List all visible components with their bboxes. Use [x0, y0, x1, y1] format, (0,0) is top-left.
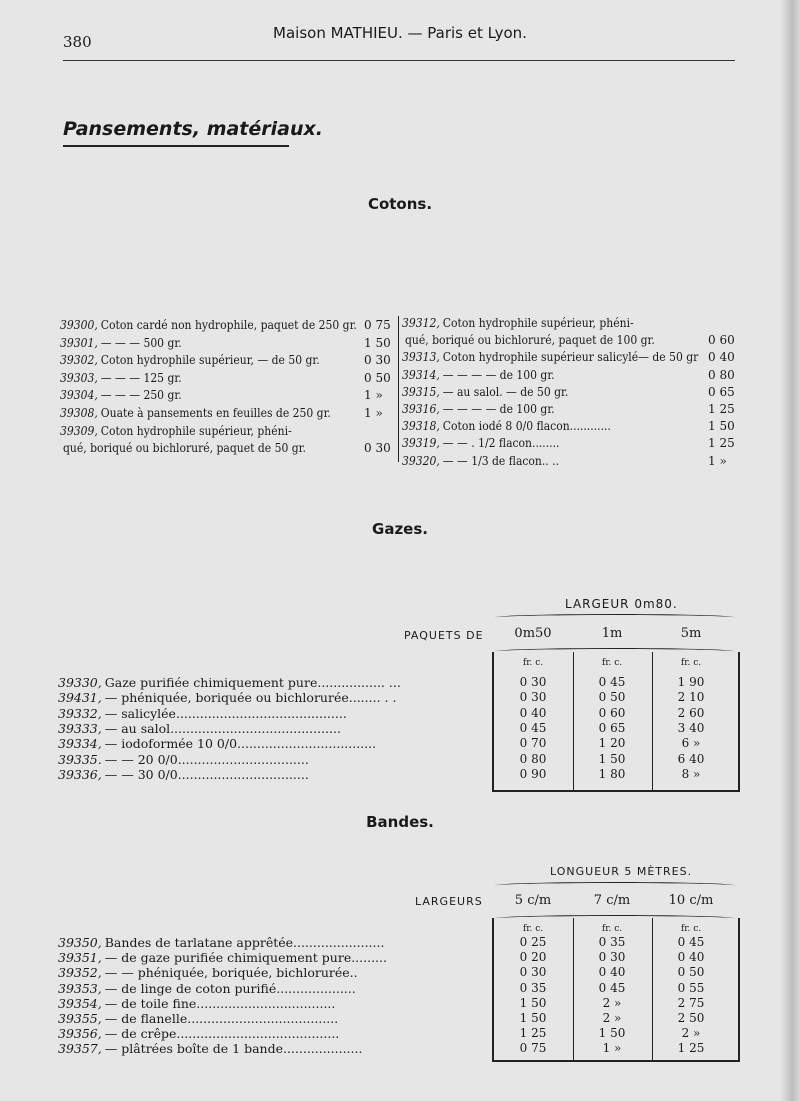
coton-description: Coton hydrophile supérieur, — de 50 gr.	[100, 353, 320, 368]
coton-row	[402, 436, 702, 450]
coton-code: 39304,	[60, 388, 98, 403]
coton-description: Coton hydrophile supérieur salicylé— de 50 gr	[442, 350, 699, 365]
coton-description: Ouate à pansements en feuilles de 250 gr.	[100, 406, 331, 420]
coton-row	[60, 336, 360, 350]
coton-row	[402, 368, 702, 382]
item-row	[58, 981, 478, 996]
price-cell: 2 50	[677, 1011, 705, 1025]
coton-price: 0 50	[364, 370, 391, 385]
item-row	[58, 1041, 478, 1056]
unit-label: fr. c.	[601, 924, 623, 934]
coton-price: 1 »	[364, 388, 383, 403]
coton-code: 39312,	[402, 316, 440, 330]
item-description: — de crêpe.........................................	[104, 1026, 340, 1042]
item-code: 39330,	[58, 675, 102, 690]
running-head: Maison MATHIEU. — Paris et Lyon.	[273, 24, 527, 42]
coton-description: — au salol. — de 50 gr.	[442, 384, 569, 399]
item-code: 39336,	[58, 766, 102, 782]
price-cell: 1 50	[519, 995, 547, 1010]
item-row	[58, 950, 478, 965]
item-code: 39431,	[58, 690, 102, 706]
coton-price: 1 25	[708, 402, 735, 416]
price-cell: 1 25	[519, 1026, 547, 1041]
gazes-brace	[495, 614, 735, 621]
item-row	[58, 1011, 478, 1026]
item-row	[58, 1026, 478, 1041]
price-cell: 0 75	[519, 1041, 547, 1056]
price-cell: 1 50	[519, 1011, 547, 1025]
column-separator	[573, 918, 574, 1060]
coton-description: Coton hydrophile supérieur, phéni-	[100, 423, 292, 438]
price-cell: 0 35	[598, 935, 626, 949]
coton-price: 1 »	[708, 453, 727, 468]
item-row	[58, 965, 478, 980]
item-code: 39354,	[58, 995, 102, 1011]
item-description: — iodoformée 10 0/0...................................	[104, 736, 377, 752]
coton-description: qué, boriqué ou bichloruré, paquet de 50 gr.	[63, 441, 306, 456]
coton-description: qué, boriqué ou bichloruré, paquet de 100 gr.	[405, 333, 655, 348]
coton-code: 39316,	[402, 402, 440, 416]
price-cell: 0 60	[598, 705, 626, 720]
coton-description: — — — 250 gr.	[100, 388, 182, 403]
coton-price: 0 30	[364, 353, 391, 368]
price-cell: 0 20	[519, 950, 547, 965]
item-code: 39352,	[58, 965, 102, 981]
bandes-heading: Bandes.	[366, 813, 434, 831]
item-row	[58, 690, 478, 705]
coton-code: 39303,	[60, 370, 98, 385]
coton-row	[60, 388, 360, 402]
gazes-heading: Gazes.	[372, 520, 428, 538]
section-title-underline	[63, 145, 289, 147]
unit-label: fr. c.	[601, 658, 623, 668]
coton-code: 39302,	[60, 353, 98, 368]
coton-row	[402, 316, 702, 330]
coton-code: 39319,	[402, 436, 440, 451]
coton-row	[60, 353, 360, 367]
gazes-group-label: LARGEUR 0m80.	[565, 597, 678, 611]
coton-price: 0 30	[364, 441, 391, 456]
item-description: Gaze purifiée chimiquement pure................. ...	[104, 675, 401, 690]
coton-code: 39309,	[60, 423, 98, 438]
column-header: 10 c/m	[668, 893, 714, 908]
item-code: 39356,	[58, 1026, 102, 1042]
item-code: 39332,	[58, 705, 102, 721]
price-cell: 0 55	[677, 980, 705, 995]
price-cell: 2 »	[602, 995, 622, 1010]
price-cell: 1 90	[677, 675, 705, 689]
coton-row	[402, 333, 702, 347]
price-cell: 0 45	[519, 720, 547, 735]
column-separator	[652, 652, 653, 790]
item-description: — — 20 0/0.................................	[104, 751, 309, 767]
price-cell: 0 40	[598, 965, 626, 980]
item-description: — de toile fine...................................	[104, 995, 336, 1011]
price-cell: 0 25	[519, 935, 547, 949]
coton-price: 0 75	[364, 318, 391, 332]
price-cell: 0 30	[519, 965, 547, 980]
column-header: 0m50	[514, 626, 552, 641]
item-row	[58, 706, 478, 721]
coton-price: 0 65	[708, 384, 735, 399]
coton-row	[402, 402, 702, 416]
coton-row	[60, 424, 360, 438]
price-cell: 2 10	[677, 690, 705, 705]
item-description: — de gaze purifiée chimiquement pure.........	[104, 950, 387, 966]
price-cell: 0 65	[598, 720, 626, 735]
item-row	[58, 752, 478, 767]
item-description: — plâtrées boîte de 1 bande....................	[104, 1041, 363, 1057]
item-description: — de flanelle......................................	[104, 1011, 339, 1026]
bandes-group-label: LONGUEUR 5 MÈTRES.	[550, 865, 693, 878]
item-code: 39334,	[58, 736, 102, 752]
item-code: 39335.	[58, 751, 102, 767]
price-cell: 2 »	[681, 1026, 701, 1041]
price-cell: 0 50	[677, 965, 705, 980]
coton-code: 39301,	[60, 335, 98, 350]
coton-row	[402, 350, 702, 364]
price-cell: 2 75	[677, 995, 705, 1010]
price-cell: 0 30	[519, 690, 547, 705]
coton-description: — — . 1/2 flacon........	[442, 436, 560, 451]
coton-code: 39300,	[60, 318, 98, 332]
price-cell: 1 »	[602, 1041, 622, 1056]
item-row	[58, 767, 478, 782]
coton-code: 39320,	[402, 453, 440, 468]
coton-code: 39315,	[402, 384, 440, 399]
unit-label: fr. c.	[522, 658, 544, 668]
column-separator	[652, 918, 653, 1060]
item-code: 39350,	[58, 935, 102, 950]
coton-description: — — — — de 100 gr.	[442, 402, 555, 416]
item-row	[58, 721, 478, 736]
unit-label: fr. c.	[680, 924, 702, 934]
coton-row	[402, 385, 702, 399]
coton-row	[402, 454, 702, 468]
coton-description: — — — 125 gr.	[100, 370, 182, 385]
item-code: 39353,	[58, 980, 102, 996]
page-edge-shadow	[780, 0, 800, 1101]
section-title: Pansements, matériaux.	[63, 118, 323, 140]
coton-price: 1 50	[364, 335, 391, 350]
price-cell: 1 50	[598, 1026, 626, 1041]
column-header: 5 c/m	[514, 893, 552, 908]
coton-description: — — 1/3 de flacon.. ..	[442, 453, 560, 468]
coton-description: — — — 500 gr.	[100, 335, 182, 350]
item-description: — de linge de coton purifié....................	[104, 980, 356, 996]
item-row	[58, 935, 478, 950]
price-cell: 0 45	[598, 980, 626, 995]
price-cell: 6 »	[681, 736, 701, 751]
price-cell: 6 40	[677, 751, 705, 766]
price-cell: 0 40	[519, 705, 547, 720]
item-row	[58, 675, 478, 690]
price-cell: 0 30	[598, 950, 626, 965]
gazes-row-label: PAQUETS DE	[404, 629, 484, 642]
coton-price: 0 80	[708, 367, 735, 382]
coton-price: 1 25	[708, 436, 735, 451]
item-description: — phéniquée, boriquée ou bichlorurée........ . .	[104, 690, 397, 706]
coton-description: Coton iodé 8 0/0 flacon............	[442, 419, 611, 434]
bandes-brace	[495, 882, 735, 889]
item-description: — — phéniquée, boriquée, bichlorurée..	[104, 965, 358, 981]
price-cell: 0 45	[598, 675, 626, 689]
coton-row	[60, 441, 360, 455]
coton-row	[60, 371, 360, 385]
item-description: Bandes de tarlatane apprêtée.......................	[104, 935, 385, 950]
price-cell: 0 80	[519, 751, 547, 766]
cotons-heading: Cotons.	[367, 195, 433, 213]
cotons-column-divider	[398, 316, 399, 462]
price-cell: 0 45	[677, 935, 705, 949]
item-row	[58, 736, 478, 751]
coton-code: 39308,	[60, 406, 98, 420]
coton-price: 0 40	[708, 350, 735, 365]
item-row	[58, 996, 478, 1011]
price-cell: 0 50	[598, 690, 626, 705]
coton-price: 1 »	[364, 406, 383, 420]
price-cell: 1 80	[598, 766, 626, 781]
coton-code: 39314,	[402, 367, 440, 382]
price-cell: 0 35	[519, 980, 547, 995]
item-code: 39351,	[58, 950, 102, 966]
item-description: — au salol...........................................	[104, 720, 341, 736]
price-cell: 0 90	[519, 766, 547, 781]
coton-row	[402, 419, 702, 433]
item-code: 39355,	[58, 1011, 102, 1026]
price-cell: 2 »	[602, 1011, 622, 1025]
column-header: 7 c/m	[593, 893, 631, 908]
item-code: 39357,	[58, 1041, 102, 1057]
price-cell: 0 70	[519, 736, 547, 751]
item-description: — salicylée...........................................	[104, 705, 347, 721]
price-cell: 8 »	[681, 766, 701, 781]
price-cell: 1 50	[598, 751, 626, 766]
price-cell: 0 40	[677, 950, 705, 965]
coton-row	[60, 406, 360, 420]
price-cell: 1 20	[598, 736, 626, 751]
column-separator	[573, 652, 574, 790]
header-rule	[63, 60, 735, 61]
unit-label: fr. c.	[522, 924, 544, 934]
page-number: 380	[63, 33, 92, 51]
price-cell: 3 40	[677, 720, 705, 735]
column-header: 5m	[680, 626, 702, 641]
coton-description: — — — — de 100 gr.	[442, 367, 555, 382]
item-description: — — 30 0/0.................................	[104, 766, 309, 782]
coton-description: Coton cardé non hydrophile, paquet de 250 gr.	[100, 318, 357, 332]
price-cell: 1 25	[677, 1041, 705, 1056]
column-header: 1m	[601, 626, 623, 641]
price-cell: 0 30	[519, 675, 547, 689]
price-cell: 2 60	[677, 705, 705, 720]
item-code: 39333,	[58, 720, 102, 736]
coton-price: 1 50	[708, 419, 735, 434]
coton-code: 39313,	[402, 350, 440, 365]
bandes-row-label: LARGEURS	[415, 895, 483, 908]
coton-price: 0 60	[708, 333, 735, 348]
coton-row	[60, 318, 360, 332]
coton-code: 39318,	[402, 419, 440, 434]
unit-label: fr. c.	[680, 658, 702, 668]
coton-description: Coton hydrophile supérieur, phéni-	[442, 316, 634, 330]
